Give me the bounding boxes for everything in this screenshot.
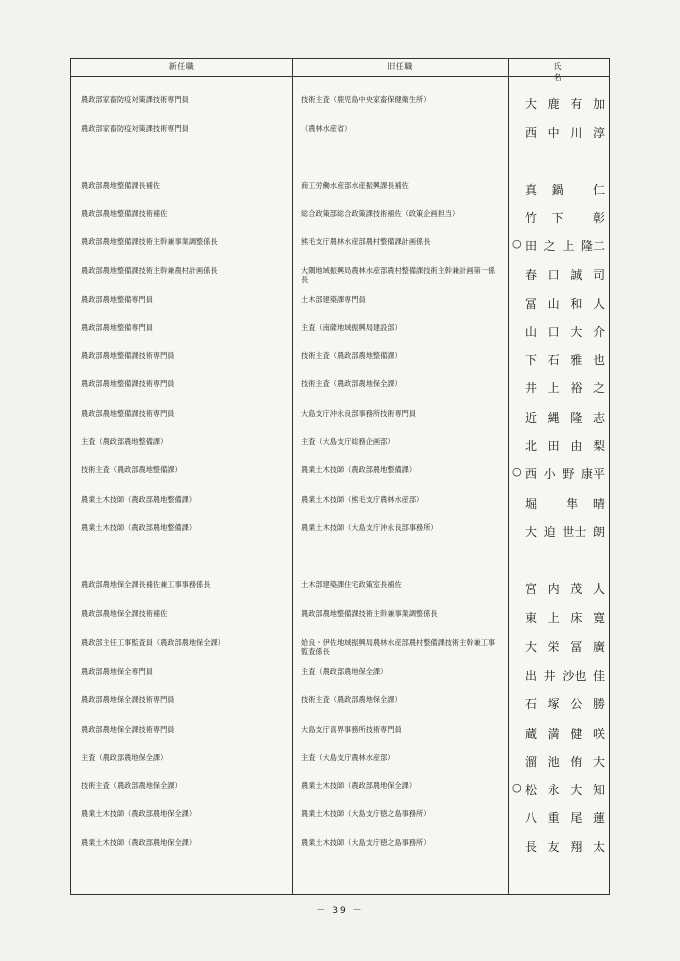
name-char: 彰 [592, 211, 605, 225]
name-char: 梨 [592, 439, 605, 453]
new-post-cell: 農政部農地整備課技術専門員 [81, 351, 175, 360]
name-char: 和 [570, 297, 583, 311]
person-name [525, 809, 605, 826]
person-name [525, 266, 605, 283]
header-new-post: 新任職 [168, 62, 195, 71]
person-name [525, 124, 605, 141]
name-char: 沙也 [562, 669, 587, 683]
name-char: 世士 [562, 525, 587, 539]
old-post-cell: 主査（南薩地域振興局建設部） [301, 323, 402, 332]
name-char: 松 [525, 783, 538, 797]
circle-mark: ○ [512, 465, 522, 478]
person-name [525, 379, 605, 396]
new-post-cell: 農政部農地整備課長補佐 [81, 181, 161, 190]
old-post-cell: 農業土木技師（農政部農地整備課） [301, 465, 417, 474]
name-char: 口 [547, 268, 560, 282]
name-char: 塚 [547, 697, 560, 711]
name-char: 下 [525, 353, 538, 367]
name-char: 堀 [525, 497, 538, 511]
name-char: 友 [547, 840, 560, 854]
name-char: 上 [547, 611, 560, 625]
old-post-cell: 農業土木技師（大島支庁沖永良部事務所） [301, 523, 438, 532]
person-name [525, 667, 605, 684]
name-char: 内 [547, 582, 560, 596]
old-post-cell: 技術主査（農政部農地保全課） [301, 695, 402, 704]
name-char: 大 [525, 525, 538, 539]
old-post-cell: 主査（農政部農地保全課） [301, 667, 388, 676]
name-char: 介 [592, 325, 605, 339]
name-char: 縄 [547, 411, 560, 425]
name-char: 晴 [592, 497, 605, 511]
person-name [525, 495, 605, 512]
new-post-cell: 主査（農政部農地整備課） [81, 437, 168, 446]
name-char: 人 [592, 582, 605, 596]
name-char: 隆 [570, 411, 583, 425]
name-char: 小 [543, 467, 556, 481]
person-name [525, 838, 605, 855]
name-char: 冨 [570, 640, 583, 654]
old-post-cell: 農政部農地整備課技術主幹兼事業調整係長 [301, 609, 438, 618]
person-name [525, 523, 605, 540]
old-post-cell: 商工労働水産部水産振興課長補佐 [301, 181, 409, 190]
name-char: 田 [525, 239, 538, 253]
name-char: 健 [570, 727, 583, 741]
name-char: 大 [592, 755, 605, 769]
name-char: 咲 [592, 727, 605, 741]
person-name [525, 609, 605, 626]
old-post-cell: 技術主査（農政部農地整備課） [301, 351, 402, 360]
name-char: 近 [525, 411, 538, 425]
person-name [525, 437, 605, 454]
name-char: 迫 [543, 525, 556, 539]
person-name [525, 695, 605, 712]
person-name [525, 181, 605, 198]
name-char: 鹿 [547, 97, 560, 111]
name-char: 西 [525, 126, 538, 140]
new-post-cell: 農政部農地整備課技術専門員 [81, 409, 175, 418]
name-char: 池 [547, 755, 560, 769]
name-char: 蓮 [592, 811, 605, 825]
new-post-cell: 農政部農地保全課技術補佐 [81, 609, 168, 618]
old-post-cell: 大島支庁喜界事務所技術専門員 [301, 725, 402, 734]
name-char: 雅 [570, 353, 583, 367]
name-char: 真 [525, 183, 538, 197]
name-char: 田 [547, 439, 560, 453]
name-char: 誠 [570, 268, 583, 282]
new-post-cell: 農政部家畜防疫対策課技術専門員 [81, 95, 189, 104]
name-char: 満 [547, 727, 560, 741]
name-char: 淳 [592, 126, 605, 140]
old-post-cell: 主査（大島支庁総務企画部） [301, 437, 395, 446]
name-char: 長 [525, 840, 538, 854]
name-char: 上 [562, 239, 575, 253]
name-char: 廣 [592, 640, 605, 654]
name-char: 翔 [570, 840, 583, 854]
new-post-cell: 技術主査（農政部農地保全課） [81, 781, 182, 790]
name-char: 石 [525, 697, 538, 711]
name-char: 上 [547, 381, 560, 395]
name-char: 宮 [525, 582, 538, 596]
new-post-cell: 農政部農地整備課技術主幹兼事業調整係長 [81, 237, 218, 246]
header-name: 氏 名 [553, 62, 588, 82]
name-char: 朗 [592, 525, 605, 539]
name-char: 井 [525, 381, 538, 395]
name-char: 永 [547, 783, 560, 797]
person-name [525, 409, 605, 426]
page-number: － 39 － [316, 906, 364, 916]
name-char: 竹 [525, 211, 538, 225]
new-post-cell: 農政部農地保全専門員 [81, 667, 153, 676]
name-char: 石 [547, 353, 560, 367]
name-char: 司 [592, 268, 605, 282]
name-char: 尾 [570, 811, 583, 825]
name-char: 大 [525, 97, 538, 111]
name-char: 口 [547, 325, 560, 339]
new-post-cell: 農政部家畜防疫対策課技術専門員 [81, 124, 189, 133]
name-char: 志 [592, 411, 605, 425]
new-post-cell: 農政部農地保全課長補佐兼工事事務係長 [81, 580, 211, 589]
name-char: 大 [525, 640, 538, 654]
circle-mark: ○ [512, 237, 522, 250]
old-post-cell: 農業土木技師（大島支庁徳之島事務所） [301, 838, 431, 847]
name-char: 鍋 [551, 183, 564, 197]
old-post-cell: 姶良・伊佐地域振興局農林水産部農村整備課技術主幹兼工事監査係長 [301, 638, 496, 656]
name-char: 出 [525, 669, 538, 683]
name-char: 山 [525, 325, 538, 339]
name-char: 之 [592, 381, 605, 395]
old-post-cell: 土木部建築課専門員 [301, 295, 366, 304]
name-char: 公 [570, 697, 583, 711]
old-post-cell: 農業土木技師（大島支庁徳之島事務所） [301, 809, 431, 818]
new-post-cell: 農政部農地保全課技術専門員 [81, 725, 175, 734]
name-char: 八 [525, 811, 538, 825]
person-name [525, 295, 605, 312]
name-char: 康平 [580, 467, 605, 481]
new-post-cell: 農業土木技師（農政部農地整備課） [81, 495, 197, 504]
old-post-cell: 農業土木技師（熊毛支庁農林水産部） [301, 495, 424, 504]
new-post-cell: 農業土木技師（農政部農地保全課） [81, 838, 197, 847]
name-char: 仁 [592, 183, 605, 197]
name-char: 也 [592, 353, 605, 367]
person-name [525, 638, 605, 655]
new-post-cell: 農業土木技師（農政部農地保全課） [81, 809, 197, 818]
header-divider [71, 76, 609, 77]
name-char: 蔵 [525, 727, 538, 741]
name-char: 有 [570, 97, 583, 111]
name-char: 野 [562, 467, 575, 481]
person-name [525, 95, 605, 112]
name-char: 重 [547, 811, 560, 825]
name-char: 東 [525, 611, 538, 625]
name-char: 侑 [570, 755, 583, 769]
new-post-cell: 農業土木技師（農政部農地整備課） [81, 523, 197, 532]
name-char: 栄 [547, 640, 560, 654]
name-char: 溜 [525, 755, 538, 769]
old-post-cell: 大島支庁沖永良部事務所技術専門員 [301, 409, 417, 418]
old-post-cell: （農林水産省） [301, 124, 352, 133]
name-char: 中 [547, 126, 560, 140]
name-char: 西 [525, 467, 538, 481]
name-char: 勝 [592, 697, 605, 711]
new-post-cell: 農政部農地整備課技術補佐 [81, 209, 168, 218]
name-char: 大 [570, 325, 583, 339]
personnel-table [70, 58, 610, 895]
new-post-cell: 農政部農地整備専門員 [81, 295, 153, 304]
name-char: 井 [543, 669, 556, 683]
old-post-cell: 大隅地域振興局農林水産部農村整備課技術主幹兼計画第一係長 [301, 266, 496, 284]
column-divider [508, 59, 509, 894]
name-char: 裕 [570, 381, 583, 395]
person-name [525, 209, 605, 226]
person-name [525, 323, 605, 340]
name-char: 北 [525, 439, 538, 453]
name-char: 冨 [525, 297, 538, 311]
new-post-cell: 農政部農地保全課技術専門員 [81, 695, 175, 704]
new-post-cell: 農政部農地整備課技術専門員 [81, 379, 175, 388]
new-post-cell: 農政部主任工事監査員（農政部農地保全課） [81, 638, 225, 647]
name-char: 加 [592, 97, 605, 111]
name-char: 由 [570, 439, 583, 453]
name-char: 隼 [566, 497, 579, 511]
new-post-cell: 農政部農地整備課技術主幹兼農村計画係長 [81, 266, 218, 275]
old-post-cell: 農業土木技師（農政部農地保全課） [301, 781, 417, 790]
person-name [525, 580, 605, 597]
name-char: 佳 [592, 669, 605, 683]
name-char: 川 [570, 126, 583, 140]
name-char: 人 [592, 297, 605, 311]
name-char: 之 [543, 239, 556, 253]
header-old-post: 旧任職 [387, 62, 413, 71]
new-post-cell: 技術主査（農政部農地整備課） [81, 465, 182, 474]
name-char: 下 [551, 211, 564, 225]
name-char: 隆二 [580, 239, 605, 253]
person-name [525, 237, 605, 254]
old-post-cell: 技術主査（鹿児島中央家畜保健衛生所） [301, 95, 431, 104]
person-name [525, 725, 605, 742]
old-post-cell: 技術主査（農政部農地保全課） [301, 379, 402, 388]
name-char: 寛 [592, 611, 605, 625]
name-char: 大 [570, 783, 583, 797]
old-post-cell: 熊毛支庁農林水産部農村整備課計画係長 [301, 237, 431, 246]
name-char: 床 [570, 611, 583, 625]
circle-mark: ○ [512, 781, 522, 794]
old-post-cell: 土木部建築課住宅政策室長補佐 [301, 580, 402, 589]
person-name [525, 753, 605, 770]
column-divider [292, 59, 293, 894]
old-post-cell: 総合政策部総合政策課技術補佐（政策企画担当） [301, 209, 460, 218]
name-char: 春 [525, 268, 538, 282]
person-name [525, 781, 605, 798]
new-post-cell: 農政部農地整備専門員 [81, 323, 153, 332]
name-char: 茂 [570, 582, 583, 596]
name-char: 知 [592, 783, 605, 797]
person-name [525, 351, 605, 368]
old-post-cell: 主査（大島支庁農林水産部） [301, 753, 395, 762]
person-name [525, 465, 605, 482]
new-post-cell: 主査（農政部農地保全課） [81, 753, 168, 762]
name-char: 山 [547, 297, 560, 311]
name-char: 太 [592, 840, 605, 854]
